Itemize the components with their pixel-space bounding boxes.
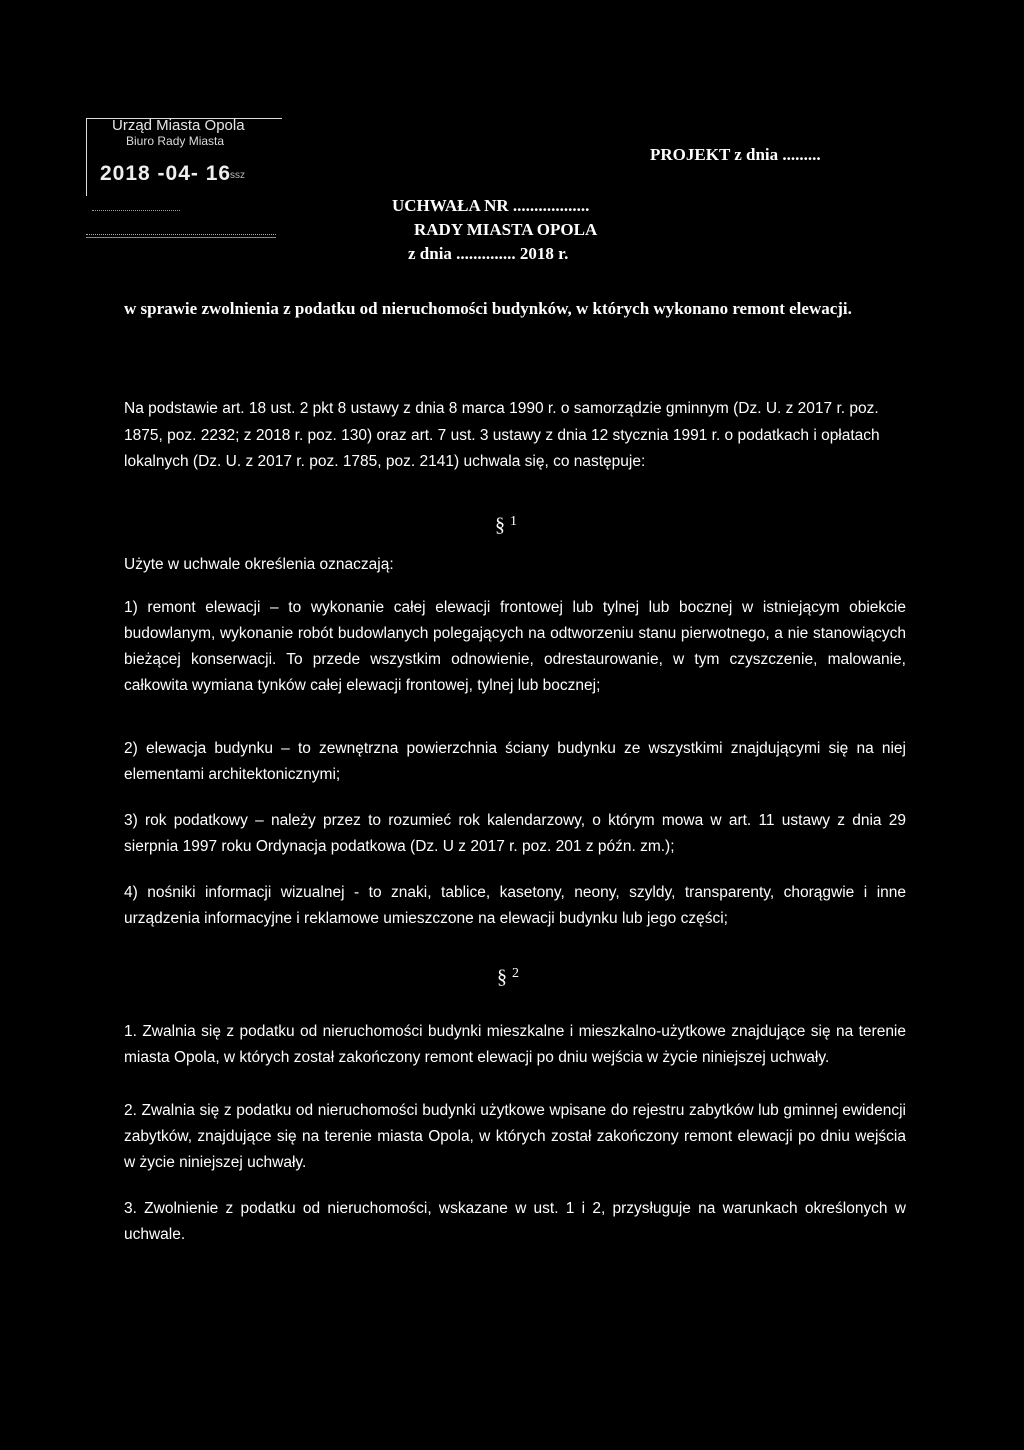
resolution-date: z dnia .............. 2018 r. bbox=[408, 244, 569, 263]
definitions-intro: Użyte w uchwale określenia oznaczają: bbox=[124, 556, 394, 573]
definition-item: 4) nośniki informacji wizualnej - to znaki, tablice, kasetony, neony, szyldy, transparenty, chorągwie i inne urządzenia informacyjne i reklamowe umieszczone na elewacji budynku lub jego części; bbox=[124, 884, 906, 927]
definition-item: 2) elewacja budynku – to zewnętrzna powierzchnia ściany budynku ze wszystkimi znajdującymi się na niej elementami architektonicznymi; bbox=[124, 740, 906, 783]
stamp-date: 2018 -04- 16 bbox=[100, 162, 232, 185]
definition-item: 1) remont elewacji – to wykonanie całej elewacji frontowej lub tylnej lub bocznej w istniejącym obiekcie budowlanym, wykonanie robót budowlanych polegających na odtworzeniu stanu pierwotnego, a nie stanowiących bieżącej konserwacji. To przede wszystkim odnowienie, odrestaurowanie, w tym czyszczenie, malowanie, całkowita wymiana tynków całej elewacji frontowej, tylnej lub bocznej; bbox=[124, 599, 906, 694]
stamp-office: Urząd Miasta Opola bbox=[112, 117, 245, 134]
section-symbol: § bbox=[495, 514, 505, 536]
stamp-frame-left bbox=[86, 118, 87, 196]
stamp-mark: ssz bbox=[230, 170, 245, 181]
stamp-underline bbox=[86, 237, 276, 238]
projekt-label: PROJEKT z dnia ......... bbox=[650, 145, 821, 164]
definition-item: 3) rok podatkowy – należy przez to rozumieć rok kalendarzowy, o którym mowa w art. 11 ustawy z dnia 29 sierpnia 1997 roku Ordynacja podatkowa (Dz. U z 2017 r. poz. 201 z późn. zm.); bbox=[124, 812, 906, 855]
paragraph-item: 2. Zwalnia się z podatku od nieruchomości budynki użytkowe wpisane do rejestru zabytków lub gminnej ewidencji zabytków, znajdujące się na terenie miasta Opola, w których został zakończony remont elewacji po dniu wejścia w życie niniejszej uchwały. bbox=[124, 1102, 906, 1171]
section-symbol: § bbox=[497, 966, 507, 988]
stamp-dotted-line bbox=[92, 210, 180, 211]
paragraph-item: 1. Zwalnia się z podatku od nieruchomości budynki mieszkalne i mieszkalno-użytkowe znajdujące się na terenie miasta Opola, w których został zakończony remont elewacji po dniu wejścia w życie niniejszej uchwały. bbox=[124, 1023, 906, 1066]
section-number: 1 bbox=[510, 514, 517, 529]
section-number: 2 bbox=[512, 966, 519, 981]
stamp-dotted-line bbox=[86, 234, 276, 235]
legal-basis: Na podstawie art. 18 ust. 2 pkt 8 ustawy z dnia 8 marca 1990 r. o samorządzie gminnym (Dz. U. z 2017 r. poz. 1875, poz. 2232; z 2018 r. poz. 130) oraz art. 7 ust. 3 ustawy z dnia 12 stycznia 1991 r. o podatkach i opłatach lokalnych (Dz. U. z 2017 r. poz. 1785, poz. 2141) uchwala się, co następuje: bbox=[124, 400, 880, 470]
resolution-subject: w sprawie zwolnienia z podatku od nieruchomości budynków, w których wykonano remont elewacji. bbox=[124, 299, 852, 318]
section-heading-2 bbox=[497, 966, 519, 989]
stamp-bureau: Biuro Rady Miasta bbox=[126, 134, 225, 148]
paragraph-item: 3. Zwolnienie z podatku od nieruchomości, wskazane w ust. 1 i 2, przysługuje na warunkach określonych w uchwale. bbox=[124, 1200, 906, 1243]
council-name: RADY MIASTA OPOLA bbox=[414, 220, 598, 239]
resolution-number: UCHWAŁA NR .................. bbox=[392, 196, 590, 215]
section-heading-1 bbox=[495, 514, 517, 537]
